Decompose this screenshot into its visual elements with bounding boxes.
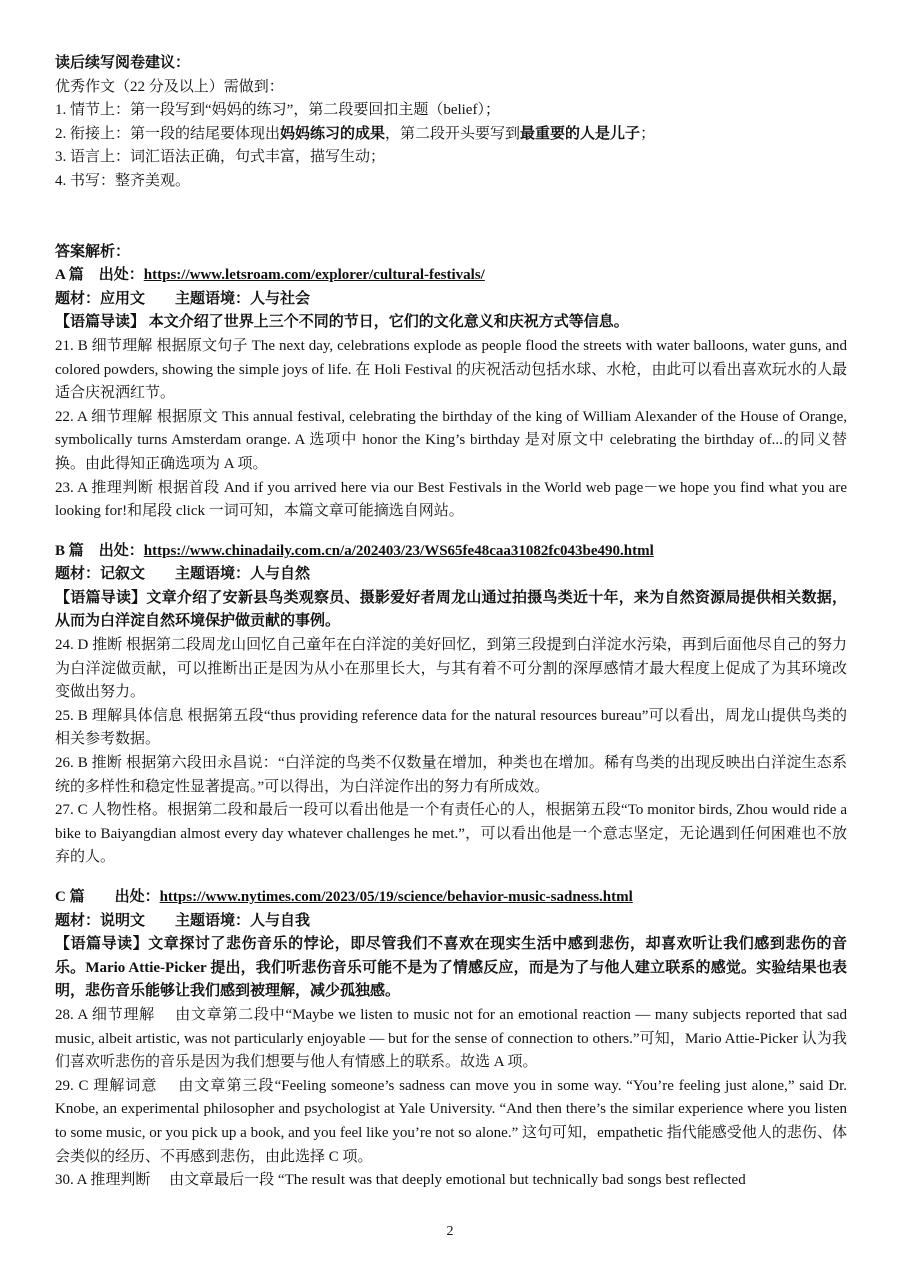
section-a-label: A 篇 出处： xyxy=(55,267,144,284)
page-number: 2 xyxy=(446,1224,454,1239)
advice-item-2-bold: 妈妈练习的成果 xyxy=(280,125,386,142)
advice-item-3: 3. 语言上：词汇语法正确，句式丰富，描写生动； xyxy=(55,149,386,166)
advice-item-2 xyxy=(55,123,847,147)
section-a-genre: 题材：应用文 主题语境：人与社会 xyxy=(55,290,311,307)
advice-intro: 优秀作文（22 分及以上）需做到： xyxy=(55,78,284,95)
section-a-heading xyxy=(55,264,847,288)
advice-item-2-suffix: ； xyxy=(640,125,656,142)
section-b-heading xyxy=(55,540,847,564)
advice-item-2-text: 2. 衔接上：第一段的结尾要体现出 xyxy=(55,125,281,142)
advice-item-4: 4. 书写：整齐美观。 xyxy=(55,172,191,189)
answer-21: 21. B 细节理解 根据原文句子 The next day, celebrations explode as people flood the streets with water balloons, water guns, and colored powders, showing the simple joys of life. 在 Holi Festival 的庆祝活动包括水球、水枪，由此可以看出喜欢玩水的人最适合庆祝洒红节。 xyxy=(55,337,847,402)
section-c-genre: 题材：说明文 主题语境：人与自我 xyxy=(55,912,311,929)
section-b-label: B 篇 出处： xyxy=(55,542,144,559)
advice-item-2-bold2: 最重要的人是儿子 xyxy=(520,125,641,142)
section-b-guide: 【语篇导读】文章介绍了安新县鸟类观察员、摄影爱好者周龙山通过拍摄鸟类近十年，来为自然资源局提供相关数据，从而为白洋淀自然环境保护做贡献的事例。 xyxy=(55,589,847,630)
section-b-source-link[interactable]: https://www.chinadaily.com.cn/a/202403/23/WS65fe48caa31082fc043be490.html xyxy=(143,542,654,559)
answer-25: 25. B 理解具体信息 根据第五段“thus providing reference data for the natural resources bureau”可以看出，周龙山提供鸟类的相关参考数据。 xyxy=(55,707,847,748)
advice-item-2-mid: ，第二段开头要写到 xyxy=(385,125,521,142)
section-c-label: C 篇 出处： xyxy=(55,889,160,905)
answer-27: 27. C 人物性格。根据第二段和最后一段可以看出他是一个有责任心的人，根据第五段“To monitor birds, Zhou would ride a bike to Baiyangdian almost every day whatever challenges he met.”，可以看出他是一个意志坚定，无论遇到任何困难也不放弃的人。 xyxy=(55,802,847,866)
section-c-heading xyxy=(55,886,847,910)
answers-title: 答案解析： xyxy=(55,243,131,260)
section-a-guide: 【语篇导读】 本文介绍了世界上三个不同的节日，它们的文化意义和庆祝方式等信息。 xyxy=(55,314,629,331)
answer-29: 29. C 理解词意 由文章第三段“Feeling someone’s sadness can move you in some way. “You’re feeling just alone,” said Dr. Knobe, an experimental philosopher and psychologist at Yale University. “And then there’s the similar experience where you listen to some music, or you pick up a book, and you feel like you’re not so alone.” 这句可知，empathetic 指代能感受他人的悲伤、体会类似的经历、不再感到悲伤，由此选择 C 项。 xyxy=(55,1077,847,1165)
advice-item-1: 1. 情节上：第一段写到“妈妈的练习”，第二段要回扣主题（belief）； xyxy=(55,102,500,119)
answer-30: 30. A 推理判断 由文章最后一段 “The result was that deeply emotional but technically bad songs best reflected xyxy=(55,1172,746,1189)
section-c-source-link[interactable]: https://www.nytimes.com/2023/05/19/science/behavior-music-sadness.html xyxy=(159,889,633,905)
document-page xyxy=(55,52,847,1193)
answer-23: 23. A 推理判断 根据首段 And if you arrived here via our Best Festivals in the World web page－we hope you find what you are looking for!和尾段 click 一词可知，本篇文章可能摘选自网站。 xyxy=(55,479,847,520)
section-a-source-link[interactable]: https://www.letsroam.com/explorer/cultural-festivals/ xyxy=(143,267,485,284)
section-b-genre: 题材：记叙文 主题语境：人与自然 xyxy=(55,566,311,583)
answer-22: 22. A 细节理解 根据原文 This annual festival, celebrating the birthday of the king of William Alexander of the House of Orange, symbolically turns Amsterdam orange. A 选项中 honor the King’s birthday 是对原文中 celebrating the birthday of...的同义替换。由此得知正确选项为 A 项。 xyxy=(55,408,847,472)
answer-26: 26. B 推断 根据第六段田永昌说：“白洋淀的鸟类不仅数量在增加，种类也在增加。稀有鸟类的出现反映出白洋淀生态系统的多样性和稳定性显著提高。”可以得出，为白洋淀作出的努力有所成效。 xyxy=(55,755,847,795)
advice-title: 读后续写阅卷建议： xyxy=(55,55,191,71)
answer-24: 24. D 推断 根据第二段周龙山回忆自己童年在白洋淀的美好回忆，到第三段提到白洋淀水污染，再到后面他尽自己的努力为白洋淀做贡献，可以推断出正是因为从小在那里长大，与其有着不可分割的深厚感情才最大程度上促成了为其环境改变做出努力。 xyxy=(55,637,847,701)
answer-28: 28. A 细节理解 由文章第二段中“Maybe we listen to music not for an emotional reaction — many subjects reported that sad music, albeit artistic, was not particularly enjoyable — but for the sense of connection to others.”可知，Mario Attie-Picker 认为我们喜欢听悲伤的音乐是因为我们想要与他人有情感上的联系。故选 A 项。 xyxy=(55,1006,847,1071)
section-c-guide: 【语篇导读】文章探讨了悲伤音乐的悖论，即尽管我们不喜欢在现实生活中感到悲伤，却喜欢听让我们感到悲伤的音乐。Mario Attie-Picker 提出，我们听悲伤音乐可能不是为了情感反应，而是为了与他人建立联系的感觉。实验结果也表明，悲伤音乐能够让我们感到被理解，减少孤独感。 xyxy=(55,936,847,1000)
